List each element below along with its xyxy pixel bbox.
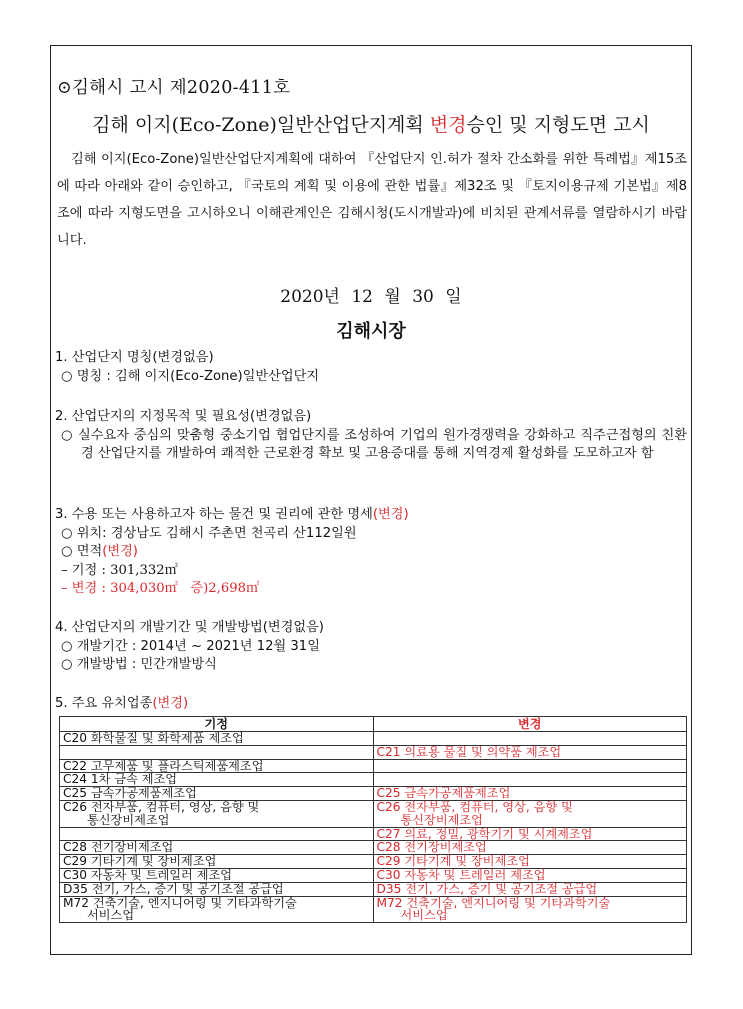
intro-paragraph: 김해 이지(Eco-Zone)일반산업단지계획에 대하여 『산업단지 인.허가 절차 간소화를 위한 특례법』제15조에 따라 아래와 같이 승인하고, 『국토의 계획 및 이용에 관한 법률』제32조 및 『토지이용규제 기본법』제8조에 따라 지형도면을 고시하오니 이해관계인은 김해시청(도시개발과)에 비치된 관계서류를 열람하시기 바랍니다.: [57, 152, 687, 248]
cell-text: C29 기타기계 및 장비제조업: [376, 854, 530, 869]
cell-text: D35 전기, 가스, 증기 및 공기조절 공급업: [376, 881, 598, 896]
cell-text: C20 화학물질 및 화학제품 제조업: [63, 731, 244, 745]
section-heading: 1. 산업단지 명칭(변경없음): [55, 350, 214, 365]
cell-changed: [373, 745, 687, 759]
section-item: ○ 실수요자 중심의 맞춤형 중소기업 협업단지를 조성하여 기업의 원가경쟁력을 강화하고 직주근접형의 친환경 산업단지를 개발하여 쾌적한 근로환경 확보 및 고용증대를 통해 지역경제 활성화를 도모하고자 함: [61, 427, 687, 461]
heading-text: 5. 주요 유치업종: [55, 696, 153, 711]
cell-existing: [60, 745, 374, 759]
cell-text: D35 전기, 가스, 증기 및 공기조절 공급업: [63, 881, 284, 896]
cell-text: C28 전기장비제조업: [376, 840, 487, 855]
table-row: [60, 841, 687, 855]
section-4: [55, 619, 687, 675]
cell-text: C21 의료용 물질 및 의약품 제조업: [376, 744, 562, 759]
table-row: [60, 759, 687, 773]
cell-text: C25 금속가공제품제조업: [63, 786, 197, 801]
cell-changed: [373, 882, 687, 896]
table-row: [60, 855, 687, 869]
area-label: ○ 면적: [61, 544, 103, 559]
notice-date: 2020년 12 월 30 일: [280, 287, 462, 307]
cell-text: M72 건축기술, 엔지니어링 및 기타과학기술: [376, 895, 611, 910]
cell-changed: [373, 896, 687, 923]
col-header-changed: 변경: [373, 717, 687, 732]
cell-text: C22 고무제품 및 플라스틱제품제조업: [63, 758, 264, 773]
section-2: [55, 408, 687, 464]
cell-text-continued: 서비스업: [400, 908, 448, 923]
cell-existing: [60, 732, 374, 746]
cell-changed: [373, 732, 687, 746]
section-heading: 2. 산업단지의 지정목적 및 필요성(변경없음): [55, 409, 312, 424]
section-5: [55, 695, 687, 714]
table-row: [60, 800, 687, 827]
table-row: [60, 773, 687, 787]
area-highlight: (변경): [102, 544, 138, 559]
cell-existing: [60, 759, 374, 773]
notice-number: ⊙김해시 고시 제2020-411호: [57, 78, 291, 98]
cell-existing: [60, 800, 374, 827]
area-existing: – 기정 : 301,332㎡: [61, 562, 178, 578]
title-highlight: 변경: [429, 114, 467, 136]
cell-changed: [373, 800, 687, 827]
cell-text-continued: 서비스업: [87, 908, 135, 923]
section-item: ○ 명칭 : 김해 이지(Eco-Zone)일반산업단지: [61, 368, 320, 384]
cell-changed: [373, 827, 687, 841]
heading-text: 3. 수용 또는 사용하고자 하는 물건 및 권리에 관한 명세: [55, 507, 373, 522]
notice-frame: [50, 45, 692, 955]
cell-text-continued: 통신장비제조업: [87, 812, 170, 827]
cell-existing: [60, 855, 374, 869]
cell-existing: [60, 882, 374, 896]
cell-text: M72 건축기술, 엔지니어링 및 기타과학기술: [63, 895, 297, 910]
heading-highlight: (변경): [372, 507, 409, 522]
table-row: [60, 896, 687, 923]
section-heading: 4. 산업단지의 개발기간 및 개발방법(변경없음): [55, 620, 324, 635]
period-item: ○ 개발기간 : 2014년 ~ 2021년 12월 31일: [61, 638, 320, 654]
table-row: [60, 745, 687, 759]
cell-text: C30 자동차 및 트레일러 제조업: [376, 867, 546, 882]
table-row: [60, 827, 687, 841]
section-heading: [55, 506, 687, 525]
cell-changed: [373, 759, 687, 773]
issuer: 김해시장: [336, 321, 406, 342]
section-heading: [55, 695, 687, 714]
title-text-end: 승인 및 지형도면 고시: [466, 114, 650, 136]
cell-text: C30 자동차 및 트레일러 제조업: [63, 867, 233, 882]
cell-changed: [373, 773, 687, 787]
table-row: [60, 732, 687, 746]
cell-changed: [373, 787, 687, 801]
cell-text: C29 기타기계 및 장비제조업: [63, 854, 217, 869]
area-changed: – 변경 : 304,030㎡ 증)2,698㎡: [61, 581, 260, 596]
location-item: ○ 위치: 경상남도 김해시 주촌면 천곡리 산112일원: [61, 525, 357, 541]
col-header-existing: 기정: [60, 717, 374, 732]
cell-text: C28 전기장비제조업: [63, 840, 174, 855]
area-item: [55, 543, 687, 562]
cell-text: C27 의료, 정밀, 광학기기 및 시계제조업: [376, 826, 593, 841]
table-row: [60, 882, 687, 896]
cell-existing: [60, 868, 374, 882]
cell-changed: [373, 841, 687, 855]
heading-highlight: (변경): [152, 696, 189, 711]
cell-existing: [60, 896, 374, 923]
section-3: [55, 506, 687, 599]
cell-text-continued: 통신장비제조업: [400, 812, 483, 827]
cell-existing: [60, 841, 374, 855]
title-text: 김해 이지(Eco-Zone)일반산업단지계획: [92, 114, 430, 136]
table-row: [60, 787, 687, 801]
cell-text: C24 1차 금속 제조업: [63, 772, 178, 787]
table-row: [60, 868, 687, 882]
cell-changed: [373, 855, 687, 869]
section-1: [55, 349, 687, 386]
cell-changed: [373, 868, 687, 882]
cell-text: C26 전자부품, 컴퓨터, 영상, 음향 및: [63, 799, 260, 814]
cell-text: C25 금속가공제품제조업: [376, 786, 511, 801]
industry-table: [59, 716, 687, 923]
notice-title: [51, 110, 691, 137]
cell-existing: [60, 787, 374, 801]
cell-existing: [60, 773, 374, 787]
cell-existing: [60, 827, 374, 841]
method-item: ○ 개발방법 : 민간개발방식: [61, 657, 217, 672]
cell-text: C26 전자부품, 컴퓨터, 영상, 음향 및: [376, 799, 573, 814]
